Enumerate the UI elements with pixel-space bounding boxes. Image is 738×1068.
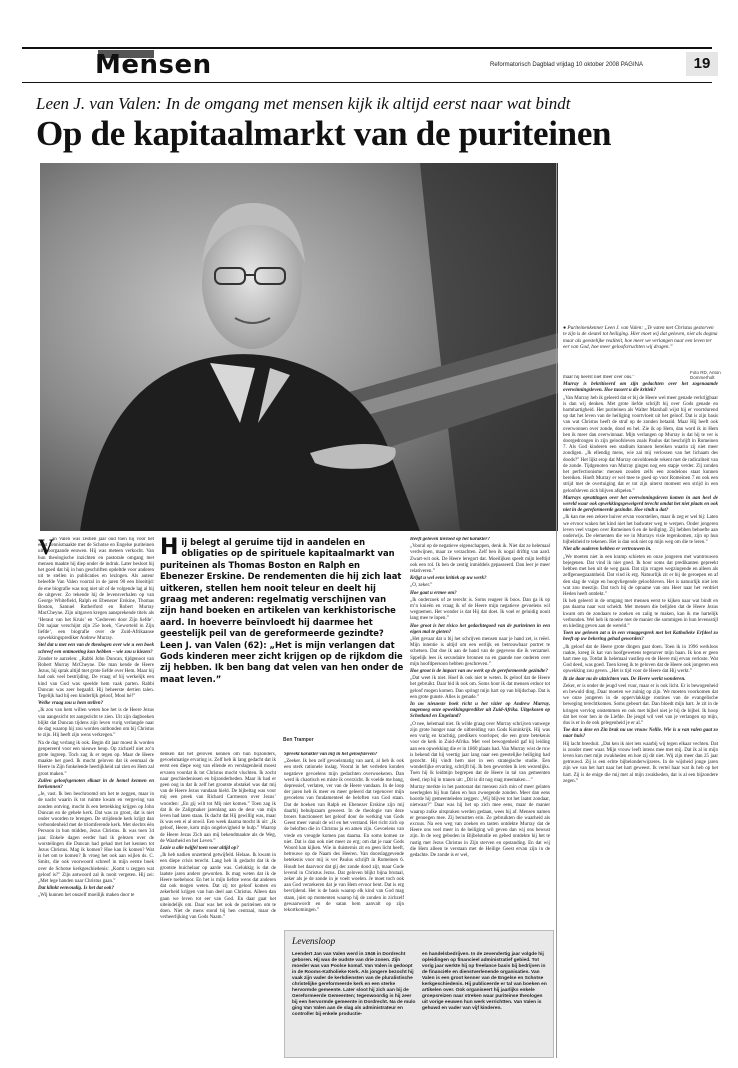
paragraph: maar hij heerst niet meer over ons.”: [563, 375, 635, 380]
photo-credit: Foto RD, Anton Dommerholt: [690, 370, 721, 380]
interview-question: Murrays opvattingen over het overwinningsleven komen in aan heel de wereld waar ook opwekkingsgeweigerd terecht omdat het niet plaats en ook niet in de gereformeerde gezindte. Hoe vindt u dat?: [563, 495, 718, 514]
paragraph: Ik heb geleerd in de omgang met mensen eerst te kijken naar wat bindt en pas daarna naar wat scheidt. Met mensen die belijden dat de Heere Jezus kwam om de zondaars te zoeken en zalig te maken, kan ik me hartelijk verbonden. Wel heb ik moeite met de manier die sommigen in hun levensstijl en kleding geven aan de wereld.”: [563, 599, 718, 629]
paragraph: „We moeten niet in een kramp schieten en onze jongeren met wantrouwen bejegenen. Dat vind ik niet goed. Ik hoor soms dat predikanten gepreekt hebben met hen uit de weg gaan. Dat zijn vragen wegzingende en alleen als zelfgenoegzaamheid. Dat vind ik erg. Natuurlijk zit er bij de geroepen en af den slag de vuige en hoogvliegende geloofsleven. Het is natuurlijk niet iets wat zou meezijn. Dat toch bij de opname van ons Heer naar het verdriet Heden heeft ontdekt.”: [563, 554, 718, 597]
paragraph: „Ik kan me een zekere huiver ervan voorstellen, maar ik zeg er wel bij: Laten we ervoor waken het kind niet het badwater weg te werpen. Onder jongeren leven veel vragen over Romeinen 6 en de heiliging. Zij hebben behoefte aan onderwijs. De elementen die we in Murrays visie tegenkomen, zijn op hun bijbelsheid te tekenen. Het is dan ook niet op mijn weg om die te leren.”: [563, 515, 718, 546]
body-column-4: [410, 537, 550, 1057]
interview-question: Toe dat u deze en Zin brak nu uw vrouw Nellie. Wie is u van valen gaat zo naar huis?: [563, 728, 718, 740]
section-title: Mensen: [95, 50, 212, 80]
header-rule: [22, 47, 712, 49]
paragraph: „Dat weet ik niet. Hoef ik ook niet te weten. Ik geloof dat de Heere het gebruikt. Daar bid ik ook om. Soms hoor ik dat mensen erdoor tot geloof mogen komen. Dan springt mijn hart op van blijdschap. Dat is een grote gunste. Alles is genade.”: [410, 676, 550, 700]
pull-quote-text: ij belegt al geruime tijd in aandelen en obligaties op de spirituele kapitaalmarkt van puriteinen als Thomas Boston en Ralph en Ebenezer Erskine. De rendementen die hij zich laat uitkeren, stellen hem nooit teleur en deelt hij graag met anderen: regelmatig verschijnen van zijn hand boeken en artikelen van kerkhistorische aard. In hoeverre beïnvloedt hij daarmee het geestelijk peil van de gereformeerde gezindte? Leen J. van Valen (62): „Het is mijn verlangen dat Gods kinderen meer zicht krijgen op de rijkdom die zij hebben. Ik ben bang dat velen van hen onder de maat leven.”: [160, 537, 404, 684]
article-kicker: Leen J. van Valen: In de omgang met mensen kijk ik altijd eerst naar wat bindt: [36, 94, 571, 113]
paragraph: „Ik zou van hem willen weten hoe het is de Heere Jezus van aangezicht tot aangezicht te zien. Uit zijn dagboeken blijkt dat Duncan tijdens zijn leven vurig verlangde naar de dag waarop hij zou worden ontbonden om bij Christus te zijn. Hij heeft zijn wens verkregen.”: [38, 708, 154, 739]
interview-question: Heeft geloven invloed op het karakter?: [410, 537, 490, 542]
interview-question: In uw nieuwste boek richt u het vizier op Andrew Murray, nagenoeg onze opwekkingsprediker uit Zuid-Afrika. Uitgekozen op Schotland en Engeland?: [410, 702, 550, 720]
paragraph: „Vooral op de negatieve eigenschappen, denk ik. Niet dat ze helemaal verdwijnen, maar ze verzachten. Zelf ben ik nogal driftig van aard. Zwart-wit ook. De Heere leregort dat. Moeilijken speelt mijn leeftijd ook een rol. Ik ben de zestig inmiddels gepasseerd. Dan leer je meer relativeren.”: [410, 544, 550, 575]
biography-text-right: en handelsbedrijven. In de zevendertig jaar volgde hij opleidingen op financieel administratief gebied. Tot vorig jaar werkte hij op freelance basis bij bedrijven in de financiële en dienstverlenende organisaties. Van Valen is een groot kenner van de Engelse en Schotse kerkgeschiedenis. Hij publiceerde er tal van boeken en artikelen over. Ook organiseert hij jaarlijks enkele groepsreizen naar streken waar puriteinse theologen uit vorige eeuwen hun werk verrichtten. Van Valen is gehuwd en vader van vijf kinderen.: [422, 952, 547, 1011]
body-column-1: [38, 534, 154, 1057]
interview-question: Ik zie daar nu de uitzichten van. De Heere werkt wonderen.: [563, 676, 686, 682]
paragraph: Zeker, er is onder de jeugd veel vuur, maar er is ook licht. Er is bewogenheid en bewuld ding. Daar moeten we zuinig op zijn. We moeten voorkomen dat we onze jongeren in de oppervlakkige routines van de evangelische beweging terechtkomen. Soms gebeurt dat. Dan bloedt mijn hart. Je zit in de kringen vervlog onstemmen en ook met bijbel niet je bij de bijbel. Ik hoop dat het voor hen in de Liefde. De jeugd wil veel van je verlangen op mijn, dus is er in de ook gelegenheid je er al.”: [563, 683, 718, 726]
interview-question: Hoe groot is het risico het gedachtegoed van de puriteinen in een eigen mal te gieten?: [410, 623, 550, 635]
photo-caption: ● Puriteinenkenner Leen J. van Valen: „Te vaten met Christus gestorven te zijn is de sleutel tot heiliging. Hier moet wij dat geloven, niet als dogma maar als geestelijke realiteit, hoe meer we verlangen naar een leven ter eer van God, hoe meer geloofsvruchten wij dragen.”: [563, 325, 718, 351]
paragraph: „O nee, helemaal niet. Ik wilde graag over Murray schrijven vanwege zijn grote honger naar de uitbreiding van Gods Koninkrijk. Hij was een vurig en krachtig, predikers voorloper, die een grote betekenis voor de kerk in Zuid-Afrika. Met veel bewogenheid gaf hij leiding aan een opwekking die er in 1860 plaats had. Van Murray wist de ruw is bekend dat hij veertig jaar lang naar een geestelijke heiliging had gezocht. Hij vindt hem niet in een strategische studie. Een wonderlijke ervaring, schrijft hij. Ik ben geworden ik iets wezenlijks. Toen hij ik leidmijn begrepen dat de Heere in tal van gemeenten deed, riep hij in tranen uit: „Dit is dit nog mag meemaken…”: [410, 721, 550, 783]
interview-question: Spreekt karakter van mij in het geloofsleven?: [284, 752, 378, 757]
interview-question: Hoe gaat u ermee om?: [410, 590, 457, 596]
paragraph: „Zeeker. Ik ben zelf gevoelsmatig van aard, al heb ik ook een sterk rationele inslag. Vooral in het verleden konden negatieve gevoelens mijn gedachten overwoekeren. Dan werd ik chaotisch en miste ik overzicht. Ik voelde me bang, depressief, verlaten, ver van de Heere vandaan. In de loop der jaren heb ik meer en meer geleerd dat tegenover mijn gevoelens van fundamenteel de beloften van God staan. Dat de boeken van Ralph en Ebenezer Erskine zijn mij daarbij behulpzaam geweest. In de theologie van deze broers functioneert het geloof door de werking van Gods Geest meer vanuit de wil en het verstand. Het richt zich op de beloften die in Christus ja en amen zijn. Gevoelens van vrede en vreugde komen pas daarna. En soms komen ze niet. Dat is dan ook niet meer zo erg; om dat je naar Gods Woord kan kijken. Wie in duisternis zit en geen licht heeft, betrouwe op de Naam des Heeren. Van doorslaggevende betekenis voor mij is ver Paulus schrijft in Romeinen 6. Houdt het daarvoor dat gij der zonde dood zijt, maar Gode levend in Christus Jezus. Dat geloven blijkt bijna brutaal, zeker als je de zonde in je voelt woelen. Je moet toch ook aan God verzekeren dat je van Hem ervoor bent. Dat is erg bevrijdend. Het is de basis waarop elk kind van God mag staan, juist op momenten waarop hij de zonden in zichzelf gewaarwordt en de satan hem aanvalt op zijn tekortkomingen.”: [284, 759, 404, 914]
paragraph: „Je, vast. Ik ben beschroomd om het te zeggen, maar in de nacht waarin ik tot ruimte kwam en vergeving van zonden ontving, mocht ik een betrekking krijgen op John Duncan en de gehele kerk. Dat was zo groot, dat is niet onder woorden te brengen. De strijdende kerk krijgt dan verbondenheid met de triomferende kerk. Met slechts één Persoon in hun midden, Jezus Christus. Ik was toen 34 jaar. Enkele dagen eerder had ik gelezen over de worstelingen die Duncan had gehad met het kennen tot Jezus Christus. Mag ik komen? Hoe kan ik komen? Wat is het om te komen? Ik vroeg het ook aan wijlen ds. C. Smits, die ook voorwoord schreef in mijn eerste boek over de Schotse kerkgeschiedenis: „Komt u zeggen wat geloof is?” Zijn antwoord zal ik nooit vergeten. Hij zei: „Met lege handen naar Christus gaan.”: [38, 792, 154, 884]
paragraph: „Wij kunnen het onszelf moeilijk maken door te: [38, 893, 135, 899]
portrait-photo: [40, 163, 558, 531]
drop-cap: V: [38, 534, 54, 559]
interview-question: Stel dat u met een van de theologen over wie u een boek schreef een ontmoeting kon hebben – wie zou u kiezen?: [38, 643, 154, 655]
author-byline: Ben Tramper: [283, 737, 314, 743]
paragraph: „O, zeker.”: [410, 583, 433, 589]
interview-question: Zullen geloofsgenoten elkaar in de hemel kennen en herkennen?: [38, 778, 154, 790]
header-bottom-rule: [22, 82, 712, 83]
paragraph: Murray merkte in het pastoraat dat mensen zich min of meer gelaten neerlegden bij hun falen en hun zwoegende zonden. Meer dan eens hoorde hij gemeenteleden zeggen: „Wij blijven tot het laatst zondaar, nietwaar?” Daar was hij het op zich mee eens, maar de manier waarop zulke uitspraken werden gedaan, wees hij af. Mensen namen er genoegen mee. Zij berustten erin. Ze gebruikten die waarheid als excuus. Na een weg van zoeken en tasten ontdekte Murray dat de Heere ons veel meer in de heiliging wil geven dan wij ons bewust zijn. In de weg geboden in Bijbelstudie en gebed ontdekte hij het te rustig met Jezus Christus in Zijn sterven en opstanding. En dat wij die Hem alleen te verstaan met de Heilige Geest ervan zijn in de gedachte. De zonde is er wel,: [410, 784, 550, 858]
biography-text-left: Leendert Jan van Valen werd in 1946 in Dordrecht geboren. Hij was de oudste van drie zonen. Zijn moeder was van Poolse komaf. Van Valen is gedoopt in de Rooms-Katholieke Kerk. Als jongere bezocht hij vaak zijn vader de kerkdiensten van de pluralistische christelijke gereformeerde kerk en een sterke hervormde gemeente. Later sloot hij zich aan bij de Gereformeerde Gemeenten; tegenwoordig is hij zeer bij een hervormde gemeente in Dordrecht. Na de mulo ging Van Valen aan de slag als administrateur en controller bij enkele productie-: [292, 952, 416, 1017]
article-title: Op de kapitaalmarkt van de puriteinen: [36, 114, 612, 153]
pull-quote-initial: H: [160, 535, 179, 560]
paragraph: „Het gevaar dat u bij het schrijven mensen naar je hand zet, is reëel. Mijn intentie is altijd om een eerlijk en betrouwbaar portret te schetsen. Dat doe ik aan de hand van de gegevens die ik verzamel. Sppelijk lees ik secundaire bronnen na en gaande noe onderen over mijn hoofdpersoon hebben geschreven.”: [410, 637, 550, 667]
body-column-2: [160, 752, 276, 1052]
interview-question: Murray is bekritiseerd om zijn gedachten over het zogenaamde overwinningsleven. Hoe tussert u die kritiek?: [563, 382, 718, 394]
paragraph: „Ik geloof dat de Heere grote dingen gaat doen. Toen ik in 1996 werkloos raakte, kreeg ik kat van hoofgewetens tegenover mijn baan. Ik kon er geen hart mee op. Totdat ik helemaal vastliep en de Heere mij ervan verloste. Wat God deed, was goed. Toen kreeg ik te geloven dat de Heere ook jongeren een opwekking zou geven. „Het is tijd voor de Heere dat Hij werkt.”: [563, 644, 718, 675]
portrait-illustration: [40, 163, 558, 531]
interview-question: Niet alle ouderen hebben er vertrouwen in.: [563, 547, 652, 553]
interview-question: Dat klinkt eenvoudig. Is het dat ook?: [38, 886, 114, 892]
paragraph: Zonder te aarzelen: „Rabbi John Duncan, tijdgenoot van Robert Murray McCheyne. Die man kende de Heere Jezus, hij sprak altijd met grote liefde over Hem. Maar hij had ook veel bestrijding. De vraag of hij werkelijk een kind van God was speelde hem vaak parten. Rabbi Duncan was zeer begaafd. Hij beheerste dertien talen. Tegelijk had hij een kinderlijk geloof, Mooi hè!”: [38, 656, 154, 700]
paragraph: Na de dag verlang ik ook. Begin dit jaar moest ik worden geopereerd voor een nieuwe heup. Op zichzelf niet zo’n grote ingreep. Toch zag ik er tegen op. Maar de Heere maakte het goed. Ik mocht geloven dat ik eenmaal de Heere in Zijn fonkelende heerlijkheid zal zien en Hem zal groot maken.”: [38, 740, 154, 777]
paragraph: Hij lacht breeduit. „Dat ken ik niet iets waarbij wij tegen elkaar vechten. Dat is zonder meer waar. Mijn vrouw leeft intens mee met mij. Dat ik al in mijn leven kon met mijn zwakheden en hoe zij dit niet. Wij zijn meer dan 25 jaar getrouwd. Zij is een echte bijbelonderwijzeres. In de wijsheid jonge jaren zijn we van het hart naar het hart geweest. Ik vertel haar wat ik heb op het hart. Zij is de enige die mij met al mijn zwakheden, dat is al een bijzondere zegen.”: [563, 741, 718, 784]
biography-title: Levensloop: [292, 937, 336, 947]
interview-question: Welke vraag zou u hem stellen?: [38, 701, 104, 707]
interview-question: Krijgt u wel eens kritiek op uw werk?: [410, 576, 487, 582]
paragraph: denken dat het geloven kennen om hun bijzonders, gevoelsmatige ervaring is. Zelf heb ik lang gedacht dat ik eerst een diepe weg van ellende en verslagenheid moest ervaren voordat ik tot Christus mocht vluchten. Ik zocht naar geschiedenissen en bijzonderheden. Maar ik had er geen oog in dat ik zelf het grootste obstakel was dat mij van de Heere Jezus vandaan hield. De bijbeltag was voor mij een preek van Richard Carmeson over Jezus’ woorden: „En gij wilt tot Mij niet komen.” Toen zag ik dat ik de Zaligmaker jarenlang aan de deur van mijn leven had laten staan. Ik dacht dat Hij gewillig was, maar ik was een ei al onwil. Een week daarna mocht ik uit: „Ik geloof, Heere, kom mijn ongelovigheid te hulp.” Waarop de Heere Jezus Zich aan mij bekendmaakte als de Weg, de Waarheid en het Leven.”: [160, 752, 276, 844]
paragraph: an Valen was zestien jaar oud toen hij voor het eerst kennismaakte met de Schotse en Engelse puriteinen uit voorgaande eeuwen. Hij was meteen verkocht. Van hun theologische inzichten en pastorale omgang met mensen maakte hij diep onder de indruk. Later besloot hij het goed dat hij in hun geschriften opdeltde voor anderen uit te stellen in publicaties en lezingen. Als auteur beleefde Van Valen voorral in de jaren 90 een bloeitijd: de ene biografie was nog niet uit of de volgende lag al bij de uitgever. Zo tekende hij de levensverhalen op van George Whitefield, Ralph en Ebenezer Erskine, Thomas Boston, Samuel Rutherford en Robert Murray MacCheyne. Zijn uitgaven kregen aansprekende titels als ‘Heraut van het Kruis’ en ‘Gedreven door Zijn liefde’. Dit najaar verschijnt zijn 25e boek, ‘Geworteld in Zijn liefde’, een biografie over de Zuid-Afrikaanse opwekkingsprediker Andrew Murray.: [38, 537, 154, 642]
page-number: 19: [686, 52, 718, 76]
interview-question: Hoe groot is de impact van uw werk op de gereformeerde gezindte?: [410, 669, 548, 675]
paragraph: „Ik onderzoek of ze terecht is. Soms reageer ik boos. Dan ga ik op m’n knieën en vraag ik of de Heere mijn negatieve gevoelens wil wegnemen. Het wonder is dat Hij dat doet. Ik voel er geluidig nooit lang mee te lopen.”: [410, 597, 550, 622]
body-column-3: [284, 752, 404, 927]
paragraph: „Van Murray heb ik geleerd dat er bij de Heere wel meer genade verkrijgbaar is dan wij denken. Met grote liefde schrijft hij over Gods genade en barmhartigheid. Het puriteinen als Walter Marshall wijst hij er voortdurend op dat het leven van de heiliging voortvloeit uit het geloof. Dat is zijn basis van wat Christus heeft de straf op de zonden betaald. Maar Hij heeft ook overwonnen over zonde, dood en hel. Zie ik op Hem, dan word ik in Hem ben ik meer dan overwinnaar. Mijn verlangen op Murray is dat hij te ver is doorgedrongen in zijn geloofsleven zoals Paulus dat beschrijft in Romeinen 7. Als God kinderen een stadium kunnen bereiken waarin zij niet meer zondigen. „Ik ellendig mens, wie zal mij verlossen van het lichaam des doods?” Het lijkt erop dat Murray onvoldoende rekent met de radicaliteit van de zonde. Tijdgenoten van Murray gingen nog een stapje verder. Zij zonden het perfectionisme: mensen zouden zelfs een zondeloos staat kunnen bereiken. Hoeft Murray er wel mee te goed op voor Romeinen 7 en ook een strijd met de overtuiging dat er tot zijn uiterst moment een strijd in een geloofsleven zich blijven afspelen.”: [563, 395, 718, 494]
masthead-meta: Reformatorisch Dagblad vrijdag 10 oktober 2008 PAGINA: [490, 62, 643, 68]
interview-question: Toen uw geloven zat u in een vraaggesprek met het Katholieke Erfdeel zo heeft op uw bekering gehad geworden?: [563, 631, 718, 643]
body-column-5: [563, 375, 718, 1057]
interview-question: Lezie u alle twijfel toen voor altijd op?: [160, 846, 239, 852]
intro-pull-quote: [160, 537, 404, 685]
paragraph: „Ik heb nadien onzettend getwijfeld. Helaas. Ik kwam in een diepe crisis terecht. Lang heb ik gedacht dat ik de grootste huichelaar op aarde was. Gelukkig is dat de laatste jaren anders geworden. Ik mag weten dat ik de Heere toebehoor. En het is mijn liefste wens dat anderen dat ook mogen weten. Dat zij tot geloof komen en zekerheid krijgen van hun deel aan Christus. Alleen dan gaan we leven tot eer van God. En daar gaat het uiteindelijk om. Daar was het ook de puriteinen om te doen. Niet de mens stond bij hen centraal, maar de verheerlijking van Gods Naam.”: [160, 853, 276, 921]
column-divider: [556, 163, 557, 1058]
